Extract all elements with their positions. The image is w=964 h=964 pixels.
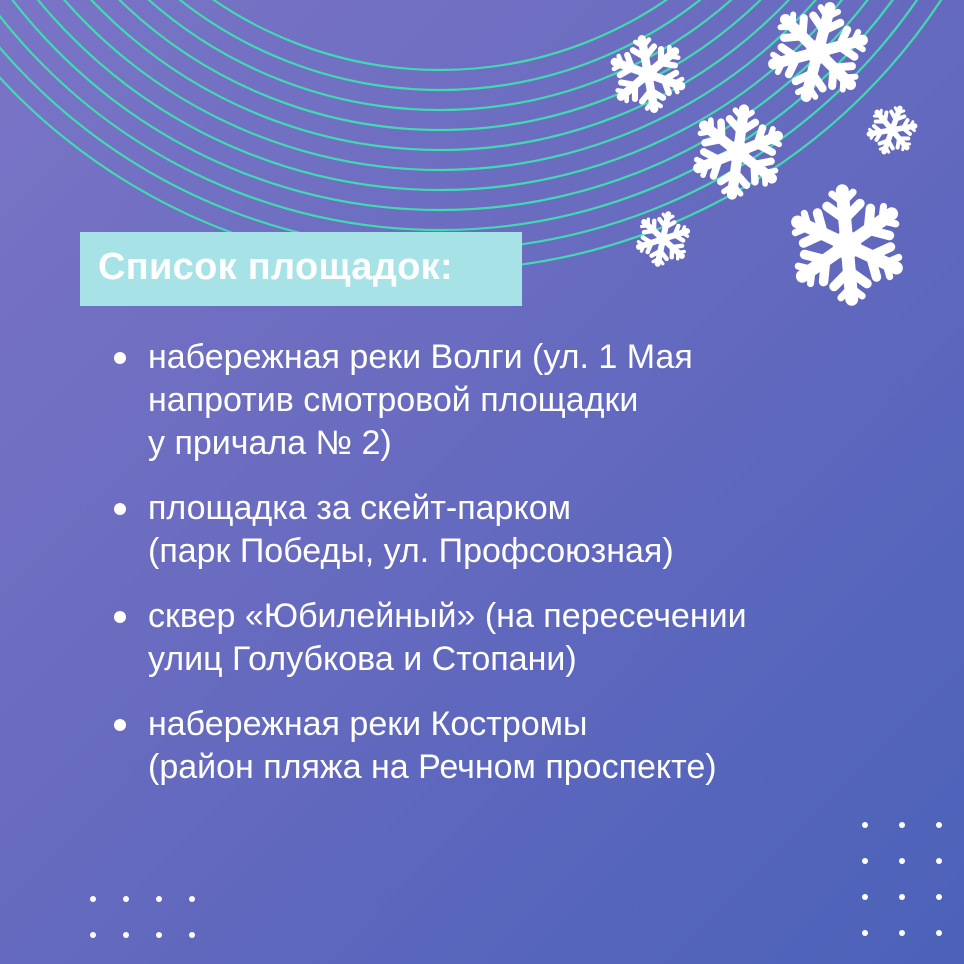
bullet-icon [114, 352, 126, 364]
dot [123, 932, 129, 938]
dot [90, 932, 96, 938]
dot [936, 858, 942, 864]
dot [936, 894, 942, 900]
list-item-line: набережная реки Костромы [148, 705, 588, 743]
list-item-line: сквер «Юбилейный» (на пересечении [148, 597, 747, 635]
dot [899, 894, 905, 900]
snowflake-icon [602, 28, 694, 120]
dot [899, 822, 905, 828]
dot [936, 822, 942, 828]
list-item [112, 595, 747, 681]
page-title: Список площадок: [98, 246, 453, 288]
list-item-line: набережная реки Волги (ул. 1 Мая [148, 338, 693, 376]
dot [156, 896, 162, 902]
dot [862, 858, 868, 864]
list-item-line: (парк Победы, ул. Профсоюзная) [148, 532, 674, 570]
dot [899, 930, 905, 936]
dot [189, 932, 195, 938]
bullet-icon [114, 503, 126, 515]
snowflake-icon [630, 206, 696, 272]
list-item-line: (район пляжа на Речном проспекте) [148, 748, 717, 786]
list-item-line: площадка за скейт-парком [148, 489, 572, 527]
bullet-icon [114, 611, 126, 623]
dot [90, 896, 96, 902]
dot [189, 896, 195, 902]
list-item-line: напротив смотровой площадки [148, 381, 639, 419]
list-item [112, 703, 747, 789]
snowflake-icon [862, 100, 922, 160]
dot [156, 932, 162, 938]
dot [899, 858, 905, 864]
list-item-line: у причала № 2) [148, 424, 392, 462]
list-item-line: улиц Голубкова и Стопани) [148, 640, 577, 678]
dot [862, 822, 868, 828]
dot [123, 896, 129, 902]
dot [862, 930, 868, 936]
snowflake-icon [776, 174, 918, 316]
list-item [112, 487, 747, 573]
list-item [112, 336, 747, 465]
locations-list [112, 336, 747, 811]
dot [862, 894, 868, 900]
dot [936, 930, 942, 936]
bullet-icon [114, 719, 126, 731]
